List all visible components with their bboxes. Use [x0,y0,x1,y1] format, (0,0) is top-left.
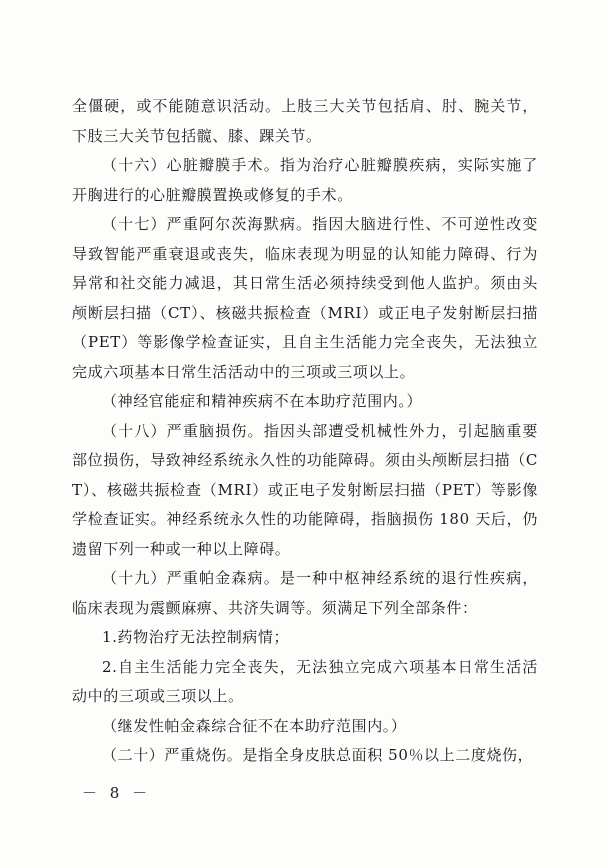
paragraph-continuation: 全僵硬，或不能随意识活动。上肢三大关节包括肩、肘、腕关节，下肢三大关节包括髋、膝、踝关节。 [72,97,538,145]
paragraph-neurosis-exclusion: （神经官能症和精神疾病不在本助疗范围内。） [102,392,423,410]
body-text [72,92,538,771]
paragraph-heart-valve-surgery: （十六）心脏瓣膜手术。指为治疗心脏瓣膜疾病，实际实施了开胸进行的心脏瓣膜置换或修复的手术。 [72,156,538,204]
paragraph-condition-1: 1.药物治疗无法控制病情； [102,628,290,646]
paragraph-alzheimers: （十七）严重阿尔茨海默病。指因大脑进行性、不可逆性改变导致智能严重衰退或丧失，临床表现为明显的认知能力障碍、行为异常和社交能力减退，其日常生活必须持续受到他人监护。须由头颅断层扫描（CT）、核磁共振检查（MRI）或正电子发射断层扫描（PET）等影像学检查证实，且自主生活能力完全丧失，无法独立完成六项基本日常生活活动中的三项或三项以上。 [72,215,538,381]
paragraph-condition-2: 2.自主生活能力完全丧失，无法独立完成六项基本日常生活活动中的三项或三项以上。 [72,657,538,705]
paragraph-parkinsons: （十九）严重帕金森病。是一种中枢神经系统的退行性疾病，临床表现为震颤麻痹、共济失调等。须满足下列全部条件： [72,569,538,617]
paragraph-severe-burns: （二十）严重烧伤。是指全身皮肤总面积 50％以上二度烧伤， [102,746,534,764]
page-number: － 8 － [82,784,152,802]
paragraph-secondary-parkinsonism-exclusion: （继发性帕金森综合征不在本助疗范围内。） [102,716,407,735]
paragraph-brain-injury: （十八）严重脑损伤。指因头部遭受机械性外力，引起脑重要部位损伤，导致神经系统永久性的功能障碍。须由头颅断层扫描（CT）、核磁共振检查（MRI）或正电子发射断层扫描（PET）等影像学检查证实。神经系统永久性的功能障碍，指脑损伤 180 天后，仍遗留下列一种或一种以上障碍。 [72,421,538,558]
